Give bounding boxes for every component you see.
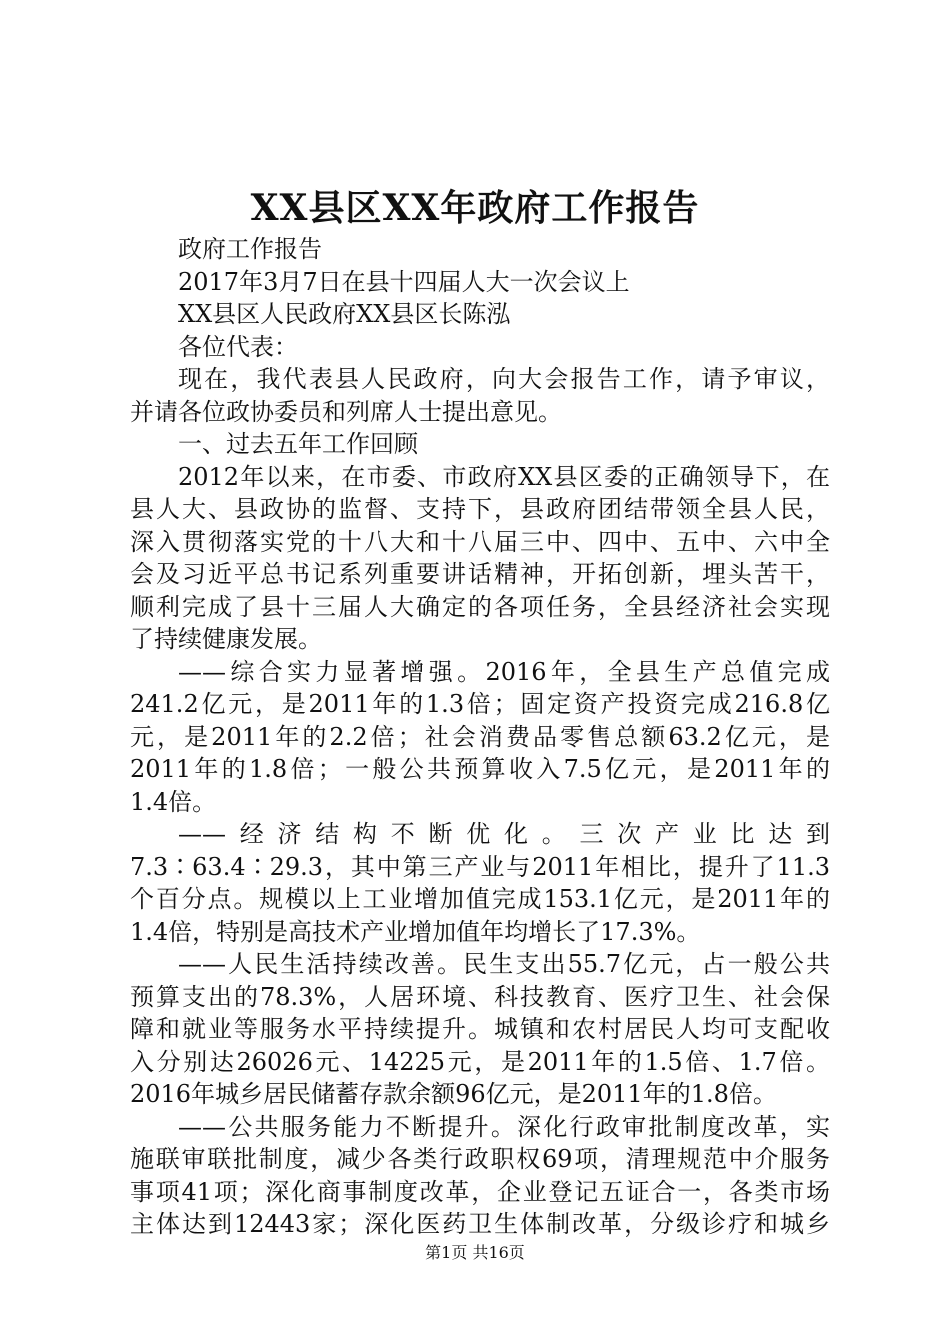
text-line: 1.4倍，特别是高技术产业增加值年均增长了17.3%。 [130,917,701,946]
section-heading: 一、过去五年工作回顾 [178,430,418,458]
text-line: 深入贯彻落实党的十八大和十八届三中、四中、五中、六中全 [130,527,830,556]
text-line: 会及习近平总书记系列重要讲话精神，开拓创新，埋头苦干， [130,560,830,588]
text-line: 并请各位政协委员和列席人士提出意见。 [130,397,562,426]
text-line: 事项41项；深化商事制度改革，企业登记五证合一，各类市场 [130,1177,830,1206]
text-line: 顺利完成了县十三届人大确定的各项任务，全县经济社会实现 [130,592,830,621]
text-line: ——综合实力显著增强。2016年，全县生产总值完成 [178,657,830,686]
text-line: 县人大、县政协的监督、支持下，县政府团结带领全县人民， [130,495,830,523]
text-line: 个百分点。规模以上工业增加值完成153.1亿元，是2011年的 [130,885,830,913]
text-line: 预算支出的78.3%，人居环境、科技教育、医疗卫生、社会保 [130,982,830,1011]
text-line: 障和就业等服务水平持续提升。城镇和农村居民人均可支配收 [130,1015,830,1043]
text-line: 2017年3月7日在县十四届人大一次会议上 [178,267,630,296]
text-line: ——经济结构不断优化。三次产业比达到 [178,820,830,848]
text-line: 元，是2011年的2.2倍；社会消费品零售总额63.2亿元，是 [130,722,830,751]
text-line: 7.3∶63.4∶29.3，其中第三产业与2011年相比，提升了11.3 [130,852,830,881]
text-line: 主体达到12443家；深化医药卫生体制改革，分级诊疗和城乡 [130,1210,830,1238]
text-line: ——公共服务能力不断提升。深化行政审批制度改革，实 [178,1112,830,1141]
text-line: 2016年城乡居民储蓄存款余额96亿元，是2011年的1.8倍。 [130,1080,777,1108]
text-line: 1.4倍。 [130,787,217,816]
text-line: 各位代表： [178,332,298,361]
text-line: 施联审联批制度，减少各类行政职权69项，清理规范中介服务 [130,1145,830,1173]
text-line: 241.2亿元，是2011年的1.3倍；固定资产投资完成216.8亿 [130,690,830,718]
text-line: 2011年的1.8倍；一般公共预算收入7.5亿元，是2011年的 [130,755,830,783]
text-line: XX县区人民政府XX县区长陈泓 [178,300,511,328]
page-footer: 第1页 共16页 [425,1243,525,1262]
text-line: ——人民生活持续改善。民生支出55.7亿元，占一般公共 [178,950,830,978]
text-line: 现在，我代表县人民政府，向大会报告工作，请予审议， [178,365,830,393]
text-line: 入分别达26026元、14225元，是2011年的1.5倍、1.7倍。 [130,1047,830,1076]
text-line: 政府工作报告 [178,235,322,263]
text-line: 2012年以来，在市委、市政府XX县区委的正确领导下，在 [178,462,830,491]
document-body [130,233,830,1241]
document-title: XX县区XX年政府工作报告 [250,187,700,229]
text-line: 了持续健康发展。 [130,625,322,653]
